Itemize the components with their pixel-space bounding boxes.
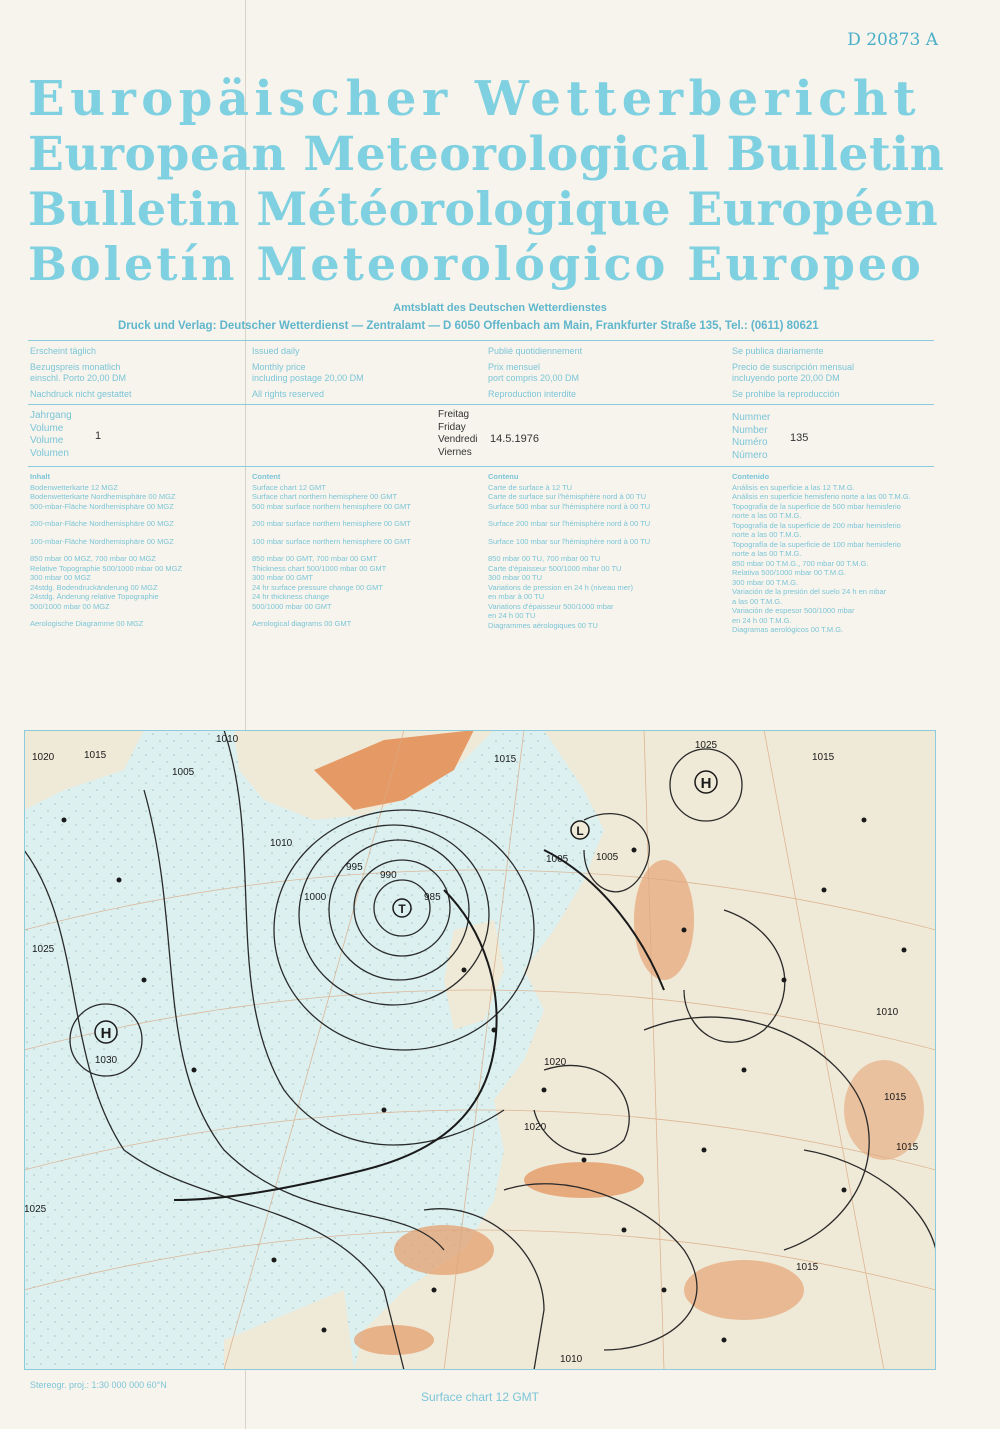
number-labels (732, 412, 770, 462)
contents-french (488, 472, 650, 630)
document-code: D 20873 A (847, 30, 938, 50)
contents-item: 300 mbar 00 T.M.G. (732, 577, 799, 587)
contents-item: Bodenwetterkarte Nordhemisphäre 00 MGZ (30, 492, 176, 501)
info-german (30, 346, 132, 400)
divider-middle (28, 404, 934, 405)
info-line: Prix mensuel (488, 361, 541, 372)
contents-item: Surface chart 12 GMT (252, 482, 326, 492)
contents-item: 100 mbar surface northern hemisphere 00 GMT (252, 536, 411, 546)
contents-item: Thickness chart 500/1000 mbar 00 GMT (252, 563, 387, 573)
volume-label: Volume (30, 435, 64, 446)
isobar-label: 1010 (876, 1007, 899, 1018)
title-german: Europäischer Wetterbericht (28, 72, 921, 127)
weekday-labels (438, 409, 477, 459)
info-line: Bezugspreis monatlich (30, 361, 121, 372)
contents-item: norte a las 00 T.M.G. (732, 511, 802, 520)
isobar-label: 995 (346, 862, 363, 873)
contents-item: Relativa 500/1000 mbar 00 T.M.G. (732, 568, 847, 577)
volume-label: Volume (30, 422, 64, 434)
isobar-label: 1020 (32, 752, 55, 763)
contents-item: 24stdg. Bodendruckänderung 00 MGZ (30, 582, 158, 592)
contents-item: 500-mbar-Fläche Nordhemisphäre 00 MGZ (30, 501, 174, 511)
isobar-label: 1020 (524, 1122, 547, 1133)
number-label: Number (732, 424, 768, 436)
info-line: Se publica diariamente (732, 346, 824, 356)
divider-top (28, 340, 934, 341)
mountain-alps (524, 1162, 644, 1198)
info-english (252, 346, 364, 400)
contents-item: en mbar à 00 TU (488, 592, 545, 601)
contents-item: 300 mbar 00 TU (488, 573, 543, 582)
contents-item: 500/1000 mbar 00 GMT (252, 601, 332, 611)
contents-english (252, 472, 411, 629)
official-gazette-line: Amtsblatt des Deutschen Wetterdienstes (393, 302, 607, 314)
high-label: H (100, 1025, 112, 1042)
contents-item: Aerological diagrams 00 GMT (252, 619, 352, 628)
isobar-label: 1015 (812, 752, 835, 763)
contents-item: Surface chart northern hemisphere 00 GMT (252, 492, 398, 501)
info-line: Monthly price (252, 361, 306, 372)
info-line: einschl. Porto 20,00 DM (30, 373, 127, 383)
map-caption: Surface chart 12 GMT (420, 1390, 540, 1404)
volume-label: Volumen (30, 447, 69, 459)
contents-item: 850 mbar 00 TU, 700 mbar 00 TU (488, 554, 601, 563)
contents-item: Aerologische Diagramme 00 MGZ (30, 619, 144, 628)
contents-item: Análisis en superficie hemisferio norte a las 00 T.M.G. (732, 492, 911, 501)
low-pressure: 985 (424, 892, 441, 903)
contents-item: Surface 500 mbar sur l'hémisphère nord à 00 TU (488, 501, 651, 511)
isobar-label: 1005 (172, 767, 195, 778)
contents-item: Variación de espesor 500/1000 mbar (732, 606, 855, 615)
title-english: European Meteorological Bulletin (28, 127, 945, 182)
info-line: Issued daily (252, 346, 300, 356)
contents-item: Topografía de la superficie de 500 mbar hemisferio (732, 501, 901, 511)
high-label: H (700, 775, 712, 792)
contents-item: 500/1000 mbar 00 MGZ (30, 601, 110, 611)
contents-item: Diagrammes aérologiques 00 TU (488, 620, 598, 630)
info-line: Reproduction interdite (488, 388, 577, 399)
contents-header: Inhalt (30, 472, 50, 481)
info-line: Erscheint täglich (30, 346, 97, 356)
contents-item: norte a las 00 T.M.G. (732, 530, 802, 539)
contents-item: Carte de surface à 12 TU (488, 482, 573, 492)
contents-item: 850 mbar 00 T.M.G., 700 mbar 00 T.M.G. (732, 558, 869, 568)
contents-item: Variación de la presión del suelo 24 h en mbar (732, 587, 887, 596)
issue-date: 14.5.1976 (490, 433, 539, 445)
contents-item: 300 mbar 00 MGZ (30, 573, 91, 582)
contents-item: 24stdg. Änderung relative Topographie (30, 592, 159, 601)
contents-item: Bodenwetterkarte 12 MGZ (30, 482, 118, 492)
isobar-label: 1000 (304, 892, 327, 903)
volume-labels (30, 410, 72, 460)
info-line: All rights reserved (252, 388, 325, 399)
contents-german (30, 472, 182, 629)
low-pressure: 1005 (596, 852, 619, 863)
contents-item: 850 mbar 00 GMT, 700 mbar 00 GMT (252, 554, 378, 563)
contents-item: Carte d'épaisseur 500/1000 mbar 00 TU (488, 563, 622, 573)
contents-item: a las 00 T.M.G. (732, 596, 783, 606)
contents-item: Diagramas aerológicos 00 T.M.G. (732, 625, 844, 634)
isobar-label: 1025 (24, 1204, 47, 1215)
mountain-turkey (684, 1260, 804, 1320)
contents-header: Contenido (732, 472, 770, 481)
weekday-label: Vendredi (438, 434, 478, 445)
isobar-label: 1015 (494, 754, 517, 765)
title-block (28, 72, 948, 292)
issue-number: 135 (790, 432, 809, 444)
contents-item: 850 mbar 00 MGZ, 700 mbar 00 MGZ (30, 554, 156, 563)
info-line: port compris 20,00 DM (488, 373, 580, 383)
contents-item: Relative Topographie 500/1000 mbar 00 MGZ (30, 563, 183, 573)
contents-header: Contenu (488, 472, 519, 481)
isobar-label: 1015 (84, 750, 107, 761)
contents-item: Carte de surface sur l'hémisphère nord à 00 TU (488, 492, 647, 501)
info-line: Se prohibe la reproducción (732, 388, 840, 399)
isobar-label: 1010 (270, 838, 293, 849)
isobar-label: 1025 (32, 944, 55, 955)
map-projection-note: Stereogr. proj.: 1:30 000 000 60°N (30, 1380, 167, 1390)
contents-item: 300 mbar 00 GMT (252, 573, 313, 582)
number-label: Número (732, 449, 768, 461)
isobar-label: 1010 (560, 1354, 583, 1365)
number-label: Nummer (732, 412, 771, 423)
low-label: L (576, 824, 584, 838)
weekday-label: Viernes (438, 446, 472, 458)
number-label: Numéro (732, 437, 768, 448)
info-french (488, 346, 582, 400)
contents-item: Topografía de la superficie de 100 mbar hemisferio (732, 539, 901, 549)
contents-item: norte a las 00 T.M.G. (732, 549, 802, 558)
info-spanish (732, 346, 854, 400)
contents-item: Topografía de la superficie de 200 mbar hemisferio (732, 520, 901, 530)
isobar-label: 1010 (216, 734, 239, 745)
isobar-label: 1015 (884, 1092, 907, 1103)
contents-item: Variations de pression en 24 h (niveau mer) (488, 582, 633, 592)
weekday-label: Friday (438, 421, 466, 433)
weekday-label: Freitag (438, 409, 470, 420)
contents-item: 100-mbar-Fläche Nordhemisphäre 00 MGZ (30, 536, 174, 546)
contents-item: 500 mbar surface northern hemisphere 00 GMT (252, 501, 411, 511)
surface-weather-map (24, 730, 936, 1370)
title-spanish: Boletín Meteorológico Europeo (28, 237, 924, 291)
info-line: Nachdruck nicht gestattet (30, 388, 132, 399)
isobar-label: 990 (380, 870, 397, 881)
volume-label: Jahrgang (30, 410, 72, 421)
isobar-label: 1015 (896, 1142, 919, 1153)
contents-item: en 24 h 00 T.M.G. (732, 615, 792, 625)
volume-value: 1 (95, 430, 102, 442)
isobar-label: 1005 (546, 854, 569, 865)
info-line: including postage 20,00 DM (252, 373, 364, 383)
info-line: incluyendo porte 20,00 DM (732, 373, 840, 383)
publisher-line: Druck und Verlag: Deutscher Wetterdienst — Zentralamt — D 6050 Offenbach am Main, Frankfurter Straße 135, Tel.: (0611) 80621 (118, 320, 819, 332)
contents-item: Variations d'épaisseur 500/1000 mbar (488, 601, 614, 611)
info-line: Precio de suscripción mensual (732, 361, 855, 372)
contents-item: 24 hr surface pressure change 00 GMT (252, 582, 383, 592)
contents-item: 200-mbar-Fläche Nordhemisphäre 00 MGZ (30, 519, 174, 528)
contents-item: en 24 h 00 TU (488, 611, 536, 620)
high-pressure: 1030 (94, 1055, 118, 1066)
contents-item: 200 mbar surface northern hemisphere 00 GMT (252, 519, 411, 528)
contents-item: Surface 100 mbar sur l'hémisphère nord à 00 TU (488, 536, 651, 546)
high-pressure: 1025 (694, 740, 718, 751)
title-french: Bulletin Météorologique Européen (28, 182, 939, 236)
contents-item: Surface 200 mbar sur l'hémisphère nord à 00 TU (488, 519, 651, 528)
contents-spanish (732, 472, 911, 635)
info-line: Publié quotidiennement (488, 346, 583, 356)
contents-header: Content (252, 472, 281, 481)
isobar-label: 1015 (796, 1262, 819, 1273)
isobar-label: 1020 (544, 1057, 567, 1068)
contents-item: 24 hr thickness change (252, 592, 330, 601)
contents-item: Análisis en superficie a las 12 T.M.G. (732, 482, 855, 492)
low-label: T (398, 902, 406, 916)
divider-bottom (28, 466, 934, 467)
